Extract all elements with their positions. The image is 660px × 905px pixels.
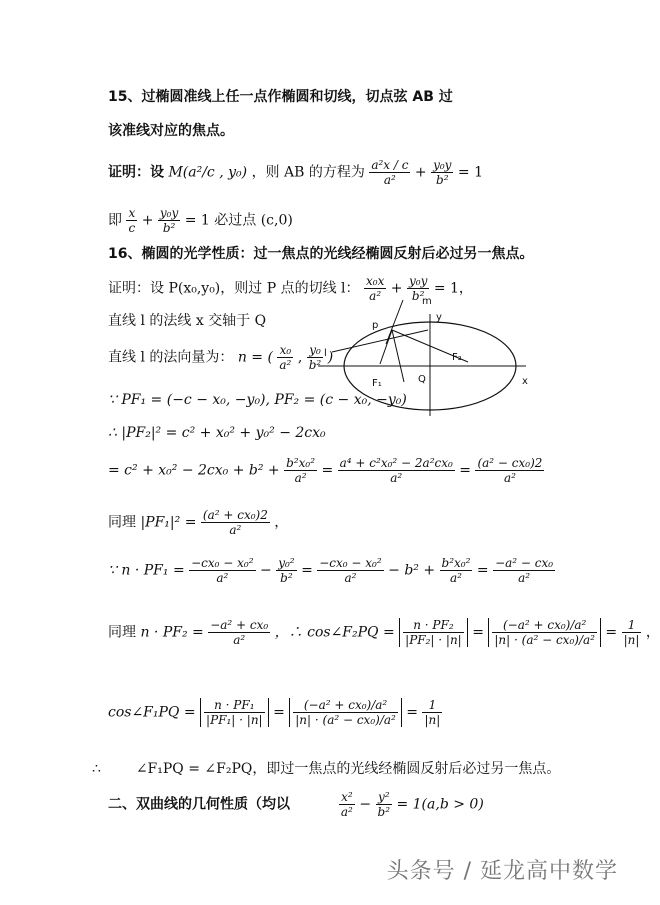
item16-n-pf2: n · PF₂ = bbox=[140, 624, 204, 641]
item15-title-line1: 15、过椭圆准线上任一点作椭圆和切线，切点弦 AB 过 bbox=[108, 89, 453, 105]
watermark: 头条号 / 延龙高中数学 bbox=[386, 859, 618, 884]
item15-frac-x: $\frac{x}{c}$ bbox=[128, 206, 136, 235]
item16-frac-ny: $\frac{\text{y₀}}{\text{b²}}$ bbox=[308, 343, 322, 372]
section2-frac-x: $\frac{\text{x²}}{\text{a²}}$ bbox=[340, 790, 353, 819]
item16-normal-line: 直线 l 的法线 x 交轴于 Q bbox=[108, 313, 267, 329]
item16-pf2-sq-cont: = c² + x₀² − 2cx₀ + b² + $\frac{\text{b²x₀²}}{\text{a²}}$ = $\frac{\text{a⁴ + c²x₀² − 2a²cx₀}}{\text{a²}}$ = $\frac{\text{(a² − cx₀)2}}{\text{a²}}$ bbox=[108, 456, 543, 485]
item16-n-pf2-line: 同理 n · PF₂ = $\frac{\text{−a² + cx₀}}{\text{a²}}$ ，∴ cos∠F₂PQ = $\frac{\text{n · PF₂}}{\text{|PF₂| · |n|}}$ = $\frac{\text{(−a² + cx₀)/a²}}{\text{|n| · (a² − cx₀)/a²}}$ = $\frac{1}{|n|}$ ， bbox=[108, 618, 660, 647]
section2-title: 二、双曲线的几何性质（均以 bbox=[108, 796, 290, 813]
item16-conclusion-line bbox=[92, 758, 560, 778]
item15-proof-label: 证明：设 bbox=[108, 164, 164, 181]
section2-eq-tail: = 1(a,b > 0) bbox=[396, 796, 484, 813]
label-f1: F₁ bbox=[372, 378, 382, 389]
item16-proof-b: = 1， bbox=[433, 280, 473, 297]
item16-frac-sq: $\frac{\text{(a² − cx₀)2}}{\text{a²}}$ bbox=[477, 456, 543, 485]
item16-frac-npf2: $\frac{\text{−a² + cx₀}}{\text{a²}}$ bbox=[210, 618, 269, 647]
item16-frac-pf1: $\frac{\text{(a² + cx₀)2}}{\text{a²}}$ bbox=[202, 508, 268, 537]
item15-frac-main: $\frac{\text{a²x / c}}{\text{a²}}$ bbox=[371, 158, 409, 187]
label-l: l bbox=[324, 348, 327, 359]
item16-cosf1-frac-right: $\frac{\text{(−a² + cx₀)/a²}}{\text{|n| · (a² − cx₀)/a²}}$ bbox=[289, 698, 402, 727]
item16-normal-vector-label: 直线 l 的法向量为： bbox=[108, 349, 234, 366]
item15-second-line: 即 $\frac{x}{c}$ + $\frac{\text{y₀y}}{\text{b²}}$ = 1 必过点 (c,0) bbox=[108, 206, 293, 235]
item16-frac-b2x02: $\frac{\text{b²x₀²}}{\text{a²}}$ bbox=[286, 456, 316, 485]
item15-second-rhs: = 1 必过点 (c,0) bbox=[184, 212, 293, 229]
item16-n-pf1-line: ∵ n · PF₁ = $\frac{\text{−cx₀ − x₀²}}{\text{a²}}$ − $\frac{\text{y₀²}}{\text{b²}}$ = $\frac{\text{−cx₀ − x₀²}}{\text{a²}}$ − b² + $\frac{\text{b²x₀²}}{\text{a²}}$ = $\frac{\text{−a² − cx₀}}{\text{a²}}$ bbox=[108, 556, 554, 585]
label-p: p bbox=[372, 320, 379, 331]
tangent-line bbox=[332, 330, 428, 352]
item16-frac-npf1-d: $\frac{\text{b²x₀²}}{\text{a²}}$ bbox=[441, 556, 471, 585]
label-x: x bbox=[522, 376, 528, 387]
item15-proof-mid: ，则 AB 的方程为 bbox=[251, 164, 365, 181]
item16-title: 16、椭圆的光学性质：过一焦点的光线经椭圆反射后必过另一焦点。 bbox=[108, 246, 534, 262]
item16-vec-pf: ∵ PF₁ = (−c − x₀, −y₀), PF₂ = (c − x₀, −y₀) bbox=[108, 392, 407, 408]
item16-frac-x0x: $\frac{\text{x₀x}}{\text{a²}}$ bbox=[365, 274, 385, 303]
ray-extra bbox=[380, 330, 392, 364]
label-q: Q bbox=[418, 374, 426, 385]
item16-pf1-sq: |PF₁|² = bbox=[140, 514, 197, 531]
item15-title-line2: 该准线对应的焦点。 bbox=[108, 123, 234, 139]
item16-frac-npf1-b: $\frac{\text{y₀²}}{\text{b²}}$ bbox=[278, 556, 295, 585]
ray-pf1 bbox=[392, 330, 404, 382]
item16-frac-npf1-a: $\frac{\text{−cx₀ − x₀²}}{\text{a²}}$ bbox=[191, 556, 254, 585]
item15-second-prefix: 即 bbox=[108, 212, 122, 229]
item15-proof-line: 证明：设 M(a²/c , y₀) ，则 AB 的方程为 $\frac{\text{a²x / c}}{\text{a²}}$ + $\frac{\text{y₀y}}{\text{b²}}$ = 1 bbox=[108, 158, 484, 187]
item16-cos-frac-left: $\frac{\text{n · PF₂}}{\text{|PF₂| · |n|}}$ bbox=[399, 618, 468, 647]
item16-frac-nx: $\frac{\text{x₀}}{\text{a²}}$ bbox=[279, 343, 292, 372]
item16-therefore: ∴ bbox=[92, 761, 101, 777]
ellipse-diagram bbox=[318, 290, 533, 420]
item16-cosf1-result: $\frac{1}{|n|}$ bbox=[424, 698, 441, 727]
label-f2: F₂ bbox=[452, 352, 462, 363]
item15-frac-y2: $\frac{\text{y₀y}}{\text{b²}}$ bbox=[159, 206, 179, 235]
label-y: y bbox=[436, 312, 442, 323]
item16-frac-a4: $\frac{\text{a⁴ + c²x₀² − 2a²cx₀}}{\text{a²}}$ bbox=[339, 456, 453, 485]
item16-cos-result: $\frac{1}{|n|}$ bbox=[623, 618, 640, 647]
label-m: m bbox=[422, 296, 432, 307]
item16-because: ∵ bbox=[108, 562, 117, 579]
item16-pf1-line: 同理 |PF₁|² = $\frac{\text{(a² + cx₀)2}}{\text{a²}}$ ， bbox=[108, 508, 289, 537]
item16-n-pf1: n · PF₁ = bbox=[121, 562, 185, 579]
item16-normal-vector: 直线 l 的法向量为： n = ( $\frac{\text{x₀}}{\text{a²}}$ , $\frac{\text{y₀}}{\text{b²}}$ ) bbox=[108, 343, 334, 372]
item15-frac-y: $\frac{\text{y₀y}}{\text{b²}}$ bbox=[433, 158, 452, 187]
item16-pf2-sq: ∴ |PF₂|² = c² + x₀² + y₀² − 2cx₀ bbox=[108, 425, 326, 441]
item15-proof-eq-rhs: = 1 bbox=[457, 164, 484, 181]
item16-frac-y0y: $\frac{\text{y₀y}}{\text{b²}}$ bbox=[408, 274, 428, 303]
item16-pf2-sq-cont-b: = bbox=[321, 462, 334, 479]
item16-proof-a: 证明：设 P(x₀,y₀)，则过 P 点的切线 l： bbox=[108, 280, 360, 297]
item15-proof-point: M(a²/c , y₀) bbox=[168, 164, 248, 181]
item16-pf2-sq-cont-a: = c² + x₀² − 2cx₀ + b² + bbox=[108, 462, 280, 479]
item16-same-logic2: 同理 bbox=[108, 624, 136, 641]
item16-cos-f1: cos∠F₁PQ = bbox=[108, 704, 196, 721]
item16-frac-npf1-c: $\frac{\text{−cx₀ − x₀²}}{\text{a²}}$ bbox=[319, 556, 382, 585]
item16-cosf1-frac-left: $\frac{\text{n · PF₁}}{\text{|PF₁| · |n|}}$ bbox=[200, 698, 269, 727]
item16-proof-line1: 证明：设 P(x₀,y₀)，则过 P 点的切线 l： $\frac{\text{x₀x}}{\text{a²}}$ + $\frac{\text{y₀y}}{\text{b²}}$ = 1， bbox=[108, 274, 473, 303]
item16-cos-f1-line: cos∠F₁PQ = $\frac{\text{n · PF₁}}{\text{|PF₁| · |n|}}$ = $\frac{\text{(−a² + cx₀)/a²}}{\text{|n| · (a² − cx₀)/a²}}$ = $\frac{1}{|n|}$ bbox=[108, 698, 441, 727]
item16-cos-frac-right: $\frac{\text{(−a² + cx₀)/a²}}{\text{|n| · (a² − cx₀)/a²}}$ bbox=[488, 618, 601, 647]
item16-cos-expr: ，∴ cos∠F₂PQ = bbox=[274, 624, 395, 641]
item16-conclusion: ∠F₁PQ = ∠F₂PQ，即过一焦点的光线经椭圆反射后必过另一焦点。 bbox=[135, 761, 561, 777]
section2-line: 二、双曲线的几何性质（均以 $\frac{\text{x²}}{\text{a²}}$ − $\frac{\text{y²}}{\text{b²}}$ = 1(a,b > 0) bbox=[108, 790, 484, 819]
item16-frac-npf1-e: $\frac{\text{−a² − cx₀}}{\text{a²}}$ bbox=[495, 556, 554, 585]
section2-frac-y: $\frac{\text{y²}}{\text{b²}}$ bbox=[377, 790, 391, 819]
item16-same-logic: 同理 bbox=[108, 514, 136, 531]
